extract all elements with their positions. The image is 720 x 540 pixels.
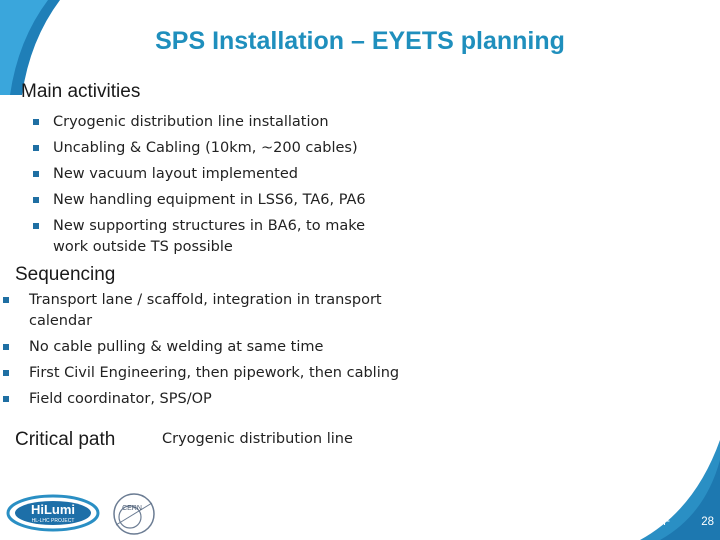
- hilumi-logo-text: HiLumi: [30, 502, 76, 517]
- cern-logo: [110, 491, 158, 537]
- list-item-text: Transport lane / scaffold, integration in transport calendar: [29, 292, 382, 329]
- sequencing-heading: Sequencing: [15, 264, 116, 285]
- critical-path-heading: Critical path: [15, 429, 116, 450]
- critical-path-text: Cryogenic distribution line: [162, 431, 353, 447]
- square-bullet-icon: [3, 396, 9, 402]
- list-item: [53, 112, 373, 133]
- main-activities-heading: Main activities: [21, 81, 141, 102]
- main-activities-list: [53, 112, 373, 263]
- list-item: [29, 363, 409, 384]
- square-bullet-icon: [33, 197, 39, 203]
- list-item: [53, 216, 373, 258]
- list-item: [29, 290, 409, 332]
- square-bullet-icon: [33, 119, 39, 125]
- list-item-text: New vacuum layout implemented: [53, 166, 298, 182]
- square-bullet-icon: [33, 145, 39, 151]
- square-bullet-icon: [3, 344, 9, 350]
- list-item-text: Cryogenic distribution line installation: [53, 114, 329, 130]
- sequencing-list: [29, 290, 409, 415]
- page-number: 28: [701, 516, 714, 528]
- list-item: [29, 337, 409, 358]
- list-item-text: No cable pulling & welding at same time: [29, 339, 324, 355]
- list-item: [53, 164, 373, 185]
- list-item-text: New handling equipment in LSS6, TA6, PA6: [53, 192, 366, 208]
- slide-title: SPS Installation – EYETS planning: [155, 27, 565, 55]
- hilumi-logo-subtext: HL-LHC PROJECT: [31, 518, 75, 524]
- square-bullet-icon: [3, 370, 9, 376]
- list-item: [53, 190, 373, 211]
- list-item-text: Uncabling & Cabling (10km, ~200 cables): [53, 140, 358, 156]
- list-item: [53, 138, 373, 159]
- square-bullet-icon: [3, 297, 9, 303]
- list-item: [29, 389, 409, 410]
- square-bullet-icon: [33, 171, 39, 177]
- list-item-text: New supporting structures in BA6, to make work outside TS possible: [53, 218, 366, 255]
- square-bullet-icon: [33, 223, 39, 229]
- hilumi-logo: [6, 493, 100, 533]
- cern-logo-text: CERN: [122, 505, 142, 512]
- list-item-text: First Civil Engineering, then pipework, then cabling: [29, 365, 400, 381]
- footer-author: G.Vandoni, BE/RF: [576, 516, 670, 528]
- list-item-text: Field coordinator, SPS/OP: [29, 391, 212, 407]
